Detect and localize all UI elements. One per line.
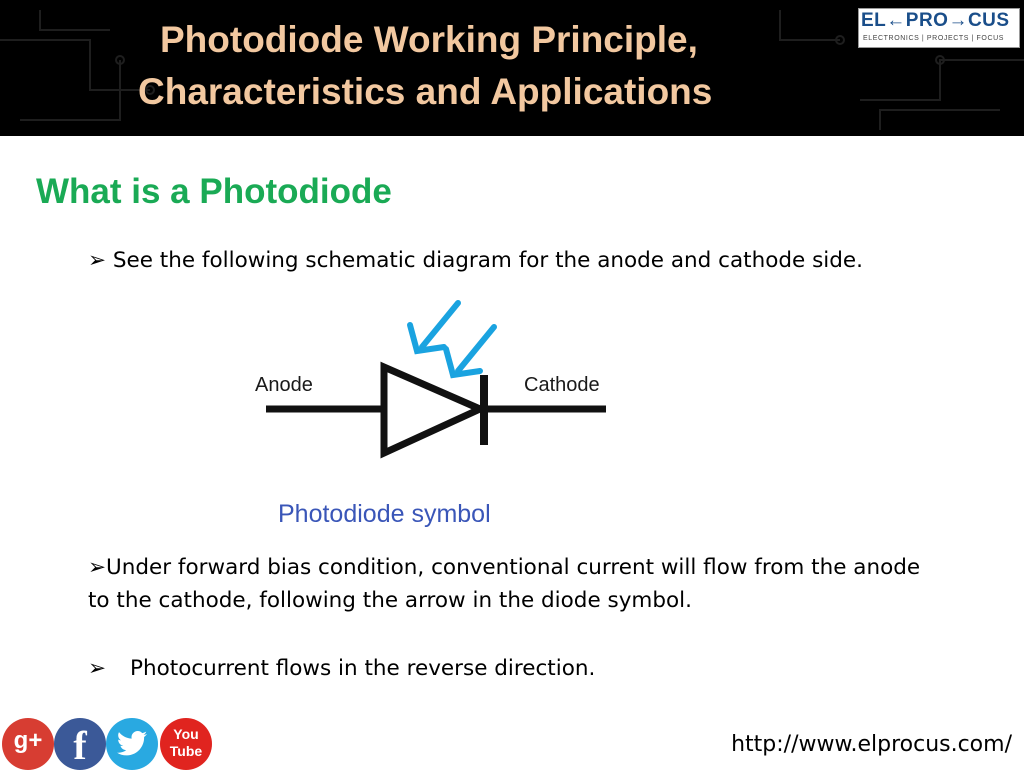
twitter-bird-icon <box>116 730 148 758</box>
slide-title-line-2: Characteristics and Applications <box>138 71 713 112</box>
google-plus-glyph: g+ <box>13 727 43 754</box>
elprocus-logo[interactable] <box>858 8 1020 48</box>
bullet-arrow-icon: ➢ <box>88 248 107 273</box>
diode-triangle <box>384 367 480 453</box>
cathode-label: Cathode <box>524 374 600 396</box>
bullet-arrow-icon: ➢ <box>88 656 107 681</box>
logo-text: EL←PRO→CUS <box>861 10 1010 31</box>
diagram-caption: Photodiode symbol <box>278 500 491 528</box>
slide-title-line-1: Photodiode Working Principle, <box>160 19 698 60</box>
youtube-glyph <box>160 726 212 760</box>
bullet-item-3 <box>88 652 595 685</box>
bullet-arrow-icon: ➢ <box>88 555 107 580</box>
header-banner <box>0 0 1024 136</box>
footer-url-link[interactable]: http://www.elprocus.com/ <box>731 732 1012 757</box>
youtube-line-2: Tube <box>169 743 203 759</box>
youtube-icon[interactable] <box>160 718 212 770</box>
bullet-text-2: Under forward bias condition, conventional current will flow from the anode to the cathode, following the arrow in the diode symbol. <box>88 555 921 613</box>
logo-tagline: ELECTRONICS | PROJECTS | FOCUS <box>863 35 1005 42</box>
bullet-text-1: See the following schematic diagram for the anode and cathode side. <box>112 248 863 273</box>
bullet-text-3: Photocurrent flows in the reverse direction. <box>130 656 596 681</box>
bullet-item-1 <box>88 244 863 277</box>
facebook-icon[interactable] <box>54 718 106 770</box>
section-title: What is a Photodiode <box>36 172 392 211</box>
anode-label: Anode <box>255 374 313 396</box>
facebook-glyph: f <box>73 723 87 768</box>
light-arrow-icon <box>410 303 494 375</box>
twitter-icon[interactable] <box>106 718 158 770</box>
bullet-item-2 <box>88 551 928 617</box>
youtube-line-1: You <box>173 726 199 742</box>
google-plus-icon[interactable] <box>2 718 54 770</box>
